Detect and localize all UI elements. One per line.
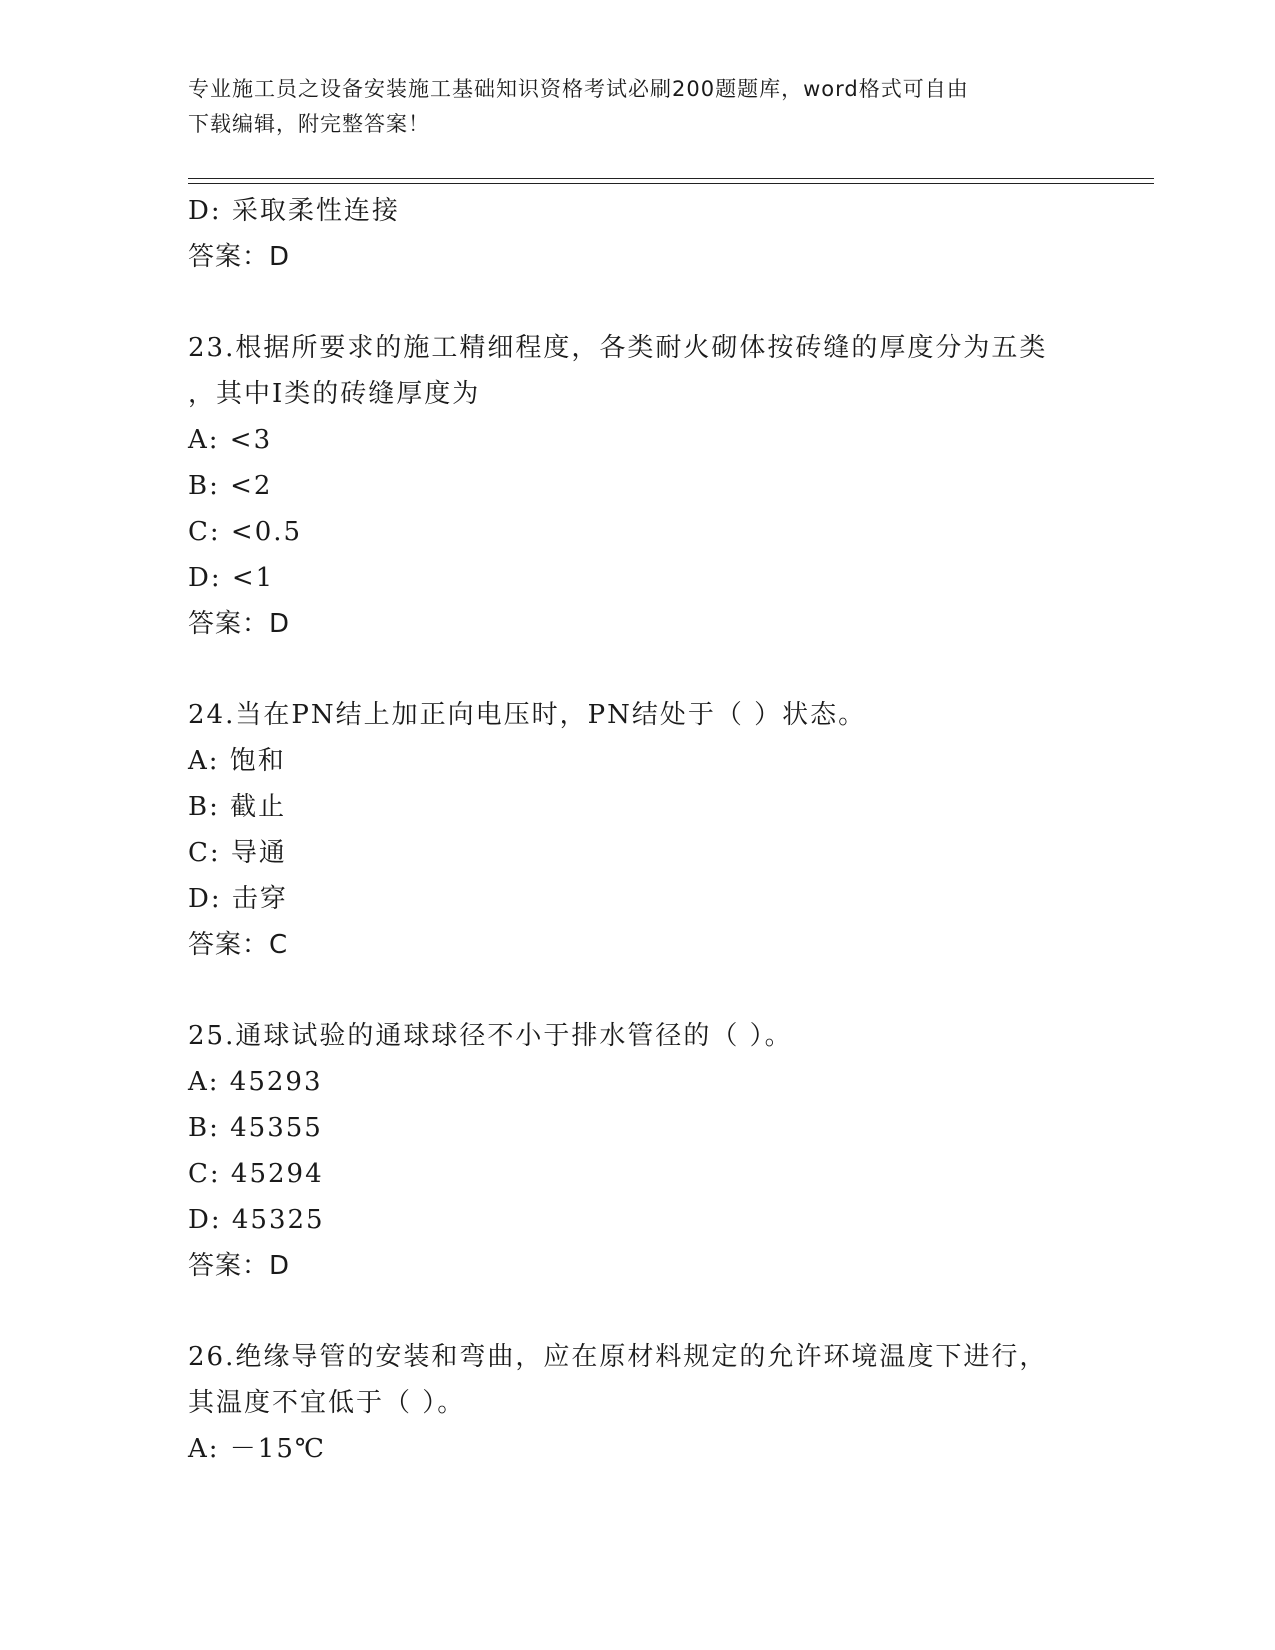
option-b: B: <2 (188, 471, 273, 501)
spacer (188, 647, 1088, 692)
option-a: A: <3 (188, 425, 273, 455)
question-23 (188, 325, 1088, 647)
question-text-line: 25.通球试验的通球球径不小于排水管径的（ ）。 (188, 1021, 793, 1051)
question-24 (188, 692, 1088, 968)
answer: 答案：D (188, 1251, 291, 1281)
spacer (188, 280, 1088, 325)
header-title-line-2: 下载编辑，附完整答案！ (188, 112, 430, 136)
header-title-line-1: 专业施工员之设备安装施工基础知识资格考试必刷200题题库，word格式可自由 (188, 77, 969, 101)
document-header (188, 72, 1088, 142)
option-b: B: 45355 (188, 1113, 323, 1143)
spacer (188, 968, 1088, 1013)
question-text-line: ，其中Ⅰ类的砖缝厚度为 (188, 379, 481, 409)
option-c: C: <0.5 (188, 517, 303, 547)
question-text-line: 24.当在PN结上加正向电压时，PN结处于（ ）状态。 (188, 700, 867, 730)
previous-answer: 答案：D (188, 242, 291, 272)
question-text-line: 其温度不宜低于（ ）。 (188, 1388, 466, 1418)
option-c: C: 45294 (188, 1159, 324, 1189)
header-divider-bottom (188, 183, 1154, 184)
answer: 答案：C (188, 930, 289, 960)
answer: 答案：D (188, 609, 291, 639)
question-text-line: 26.绝缘导管的安装和弯曲，应在原材料规定的允许环境温度下进行， (188, 1342, 1048, 1372)
question-25 (188, 1013, 1088, 1289)
option-b: B: 截止 (188, 792, 287, 822)
header-divider-top (188, 178, 1154, 179)
option-a: A: 饱和 (188, 746, 286, 776)
option-d: D: <1 (188, 563, 275, 593)
document-body (188, 188, 1088, 1472)
option-a: A: 45293 (188, 1067, 323, 1097)
option-d: D: 45325 (188, 1205, 325, 1235)
option-c: C: 导通 (188, 838, 287, 868)
option-d: D: 击穿 (188, 884, 288, 914)
question-text-line: 23.根据所要求的施工精细程度，各类耐火砌体按砖缝的厚度分为五类 (188, 333, 1048, 363)
question-26 (188, 1334, 1088, 1472)
option-a: A: －15℃ (188, 1434, 326, 1464)
spacer (188, 1289, 1088, 1334)
previous-option-d: D: 采取柔性连接 (188, 196, 400, 226)
